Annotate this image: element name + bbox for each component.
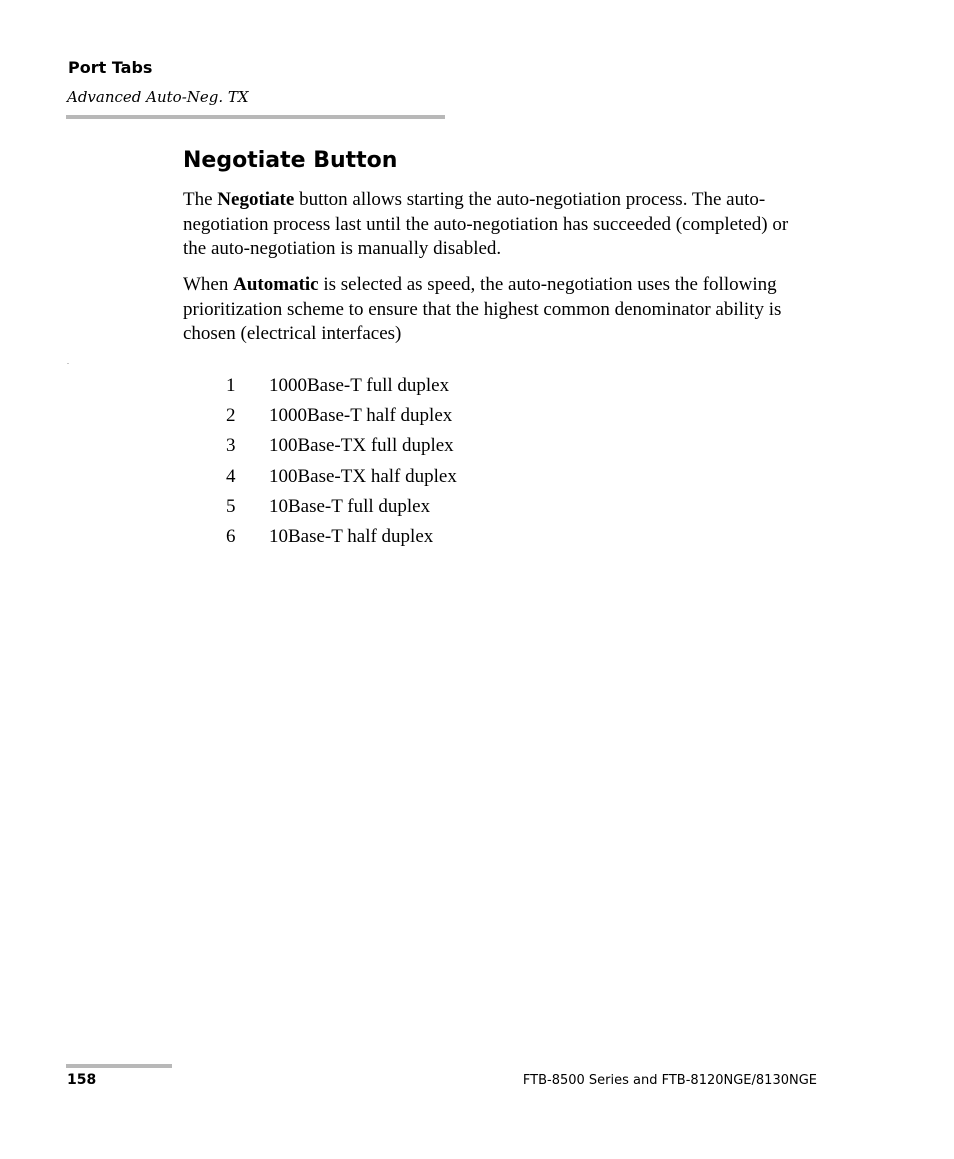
priority-rank: 4 bbox=[226, 465, 236, 487]
list-item bbox=[226, 465, 457, 495]
list-item bbox=[226, 374, 457, 404]
automatic-text-lead: When bbox=[183, 274, 234, 295]
priority-mode: 10Base-T half duplex bbox=[269, 525, 434, 547]
header-divider bbox=[66, 115, 445, 119]
automatic-term: Automatic bbox=[233, 274, 319, 295]
negotiate-term: Negotiate bbox=[217, 189, 295, 210]
footer-product-title: FTB-8500 Series and FTB-8120NGE/8130NGE bbox=[522, 1073, 817, 1088]
list-item bbox=[226, 525, 457, 555]
priority-rank: 2 bbox=[226, 405, 236, 427]
priority-mode: 100Base-TX half duplex bbox=[269, 465, 457, 487]
priority-rank: 5 bbox=[226, 495, 236, 517]
priority-rank: 3 bbox=[226, 435, 236, 457]
priority-mode: 1000Base-T half duplex bbox=[269, 405, 453, 427]
priority-mode: 1000Base-T full duplex bbox=[269, 375, 450, 396]
intro-text-lead: The bbox=[183, 189, 218, 210]
priority-rank: 1 bbox=[226, 375, 236, 396]
intro-paragraph bbox=[183, 188, 798, 262]
automatic-paragraph bbox=[183, 273, 798, 347]
running-header-chapter: Port Tabs bbox=[68, 58, 153, 77]
running-header-section: Advanced Auto-Neg. TX bbox=[67, 88, 249, 106]
list-item bbox=[226, 434, 457, 464]
list-item bbox=[226, 404, 457, 434]
automatic-text-rest: is selected as speed, the auto-negotiation uses the following prioritization scheme to ensure that the highest common denominator ability is chosen (electrical interfaces) bbox=[183, 274, 782, 344]
priority-mode: 100Base-TX full duplex bbox=[269, 435, 454, 457]
priority-mode: 10Base-T full duplex bbox=[269, 495, 431, 517]
page-title: Negotiate Button bbox=[183, 148, 398, 173]
intro-text-rest: button allows starting the auto-negotiation process. The auto-negotiation process last until the auto-negotiation has succeeded (completed) or the auto-negotiation is manually disabled. bbox=[183, 189, 789, 259]
page-number: 158 bbox=[67, 1072, 97, 1088]
priority-rank: 6 bbox=[226, 525, 236, 547]
list-item bbox=[226, 495, 457, 525]
priority-list bbox=[226, 374, 457, 555]
margin-mark bbox=[67, 363, 69, 364]
footer-divider bbox=[66, 1064, 172, 1068]
